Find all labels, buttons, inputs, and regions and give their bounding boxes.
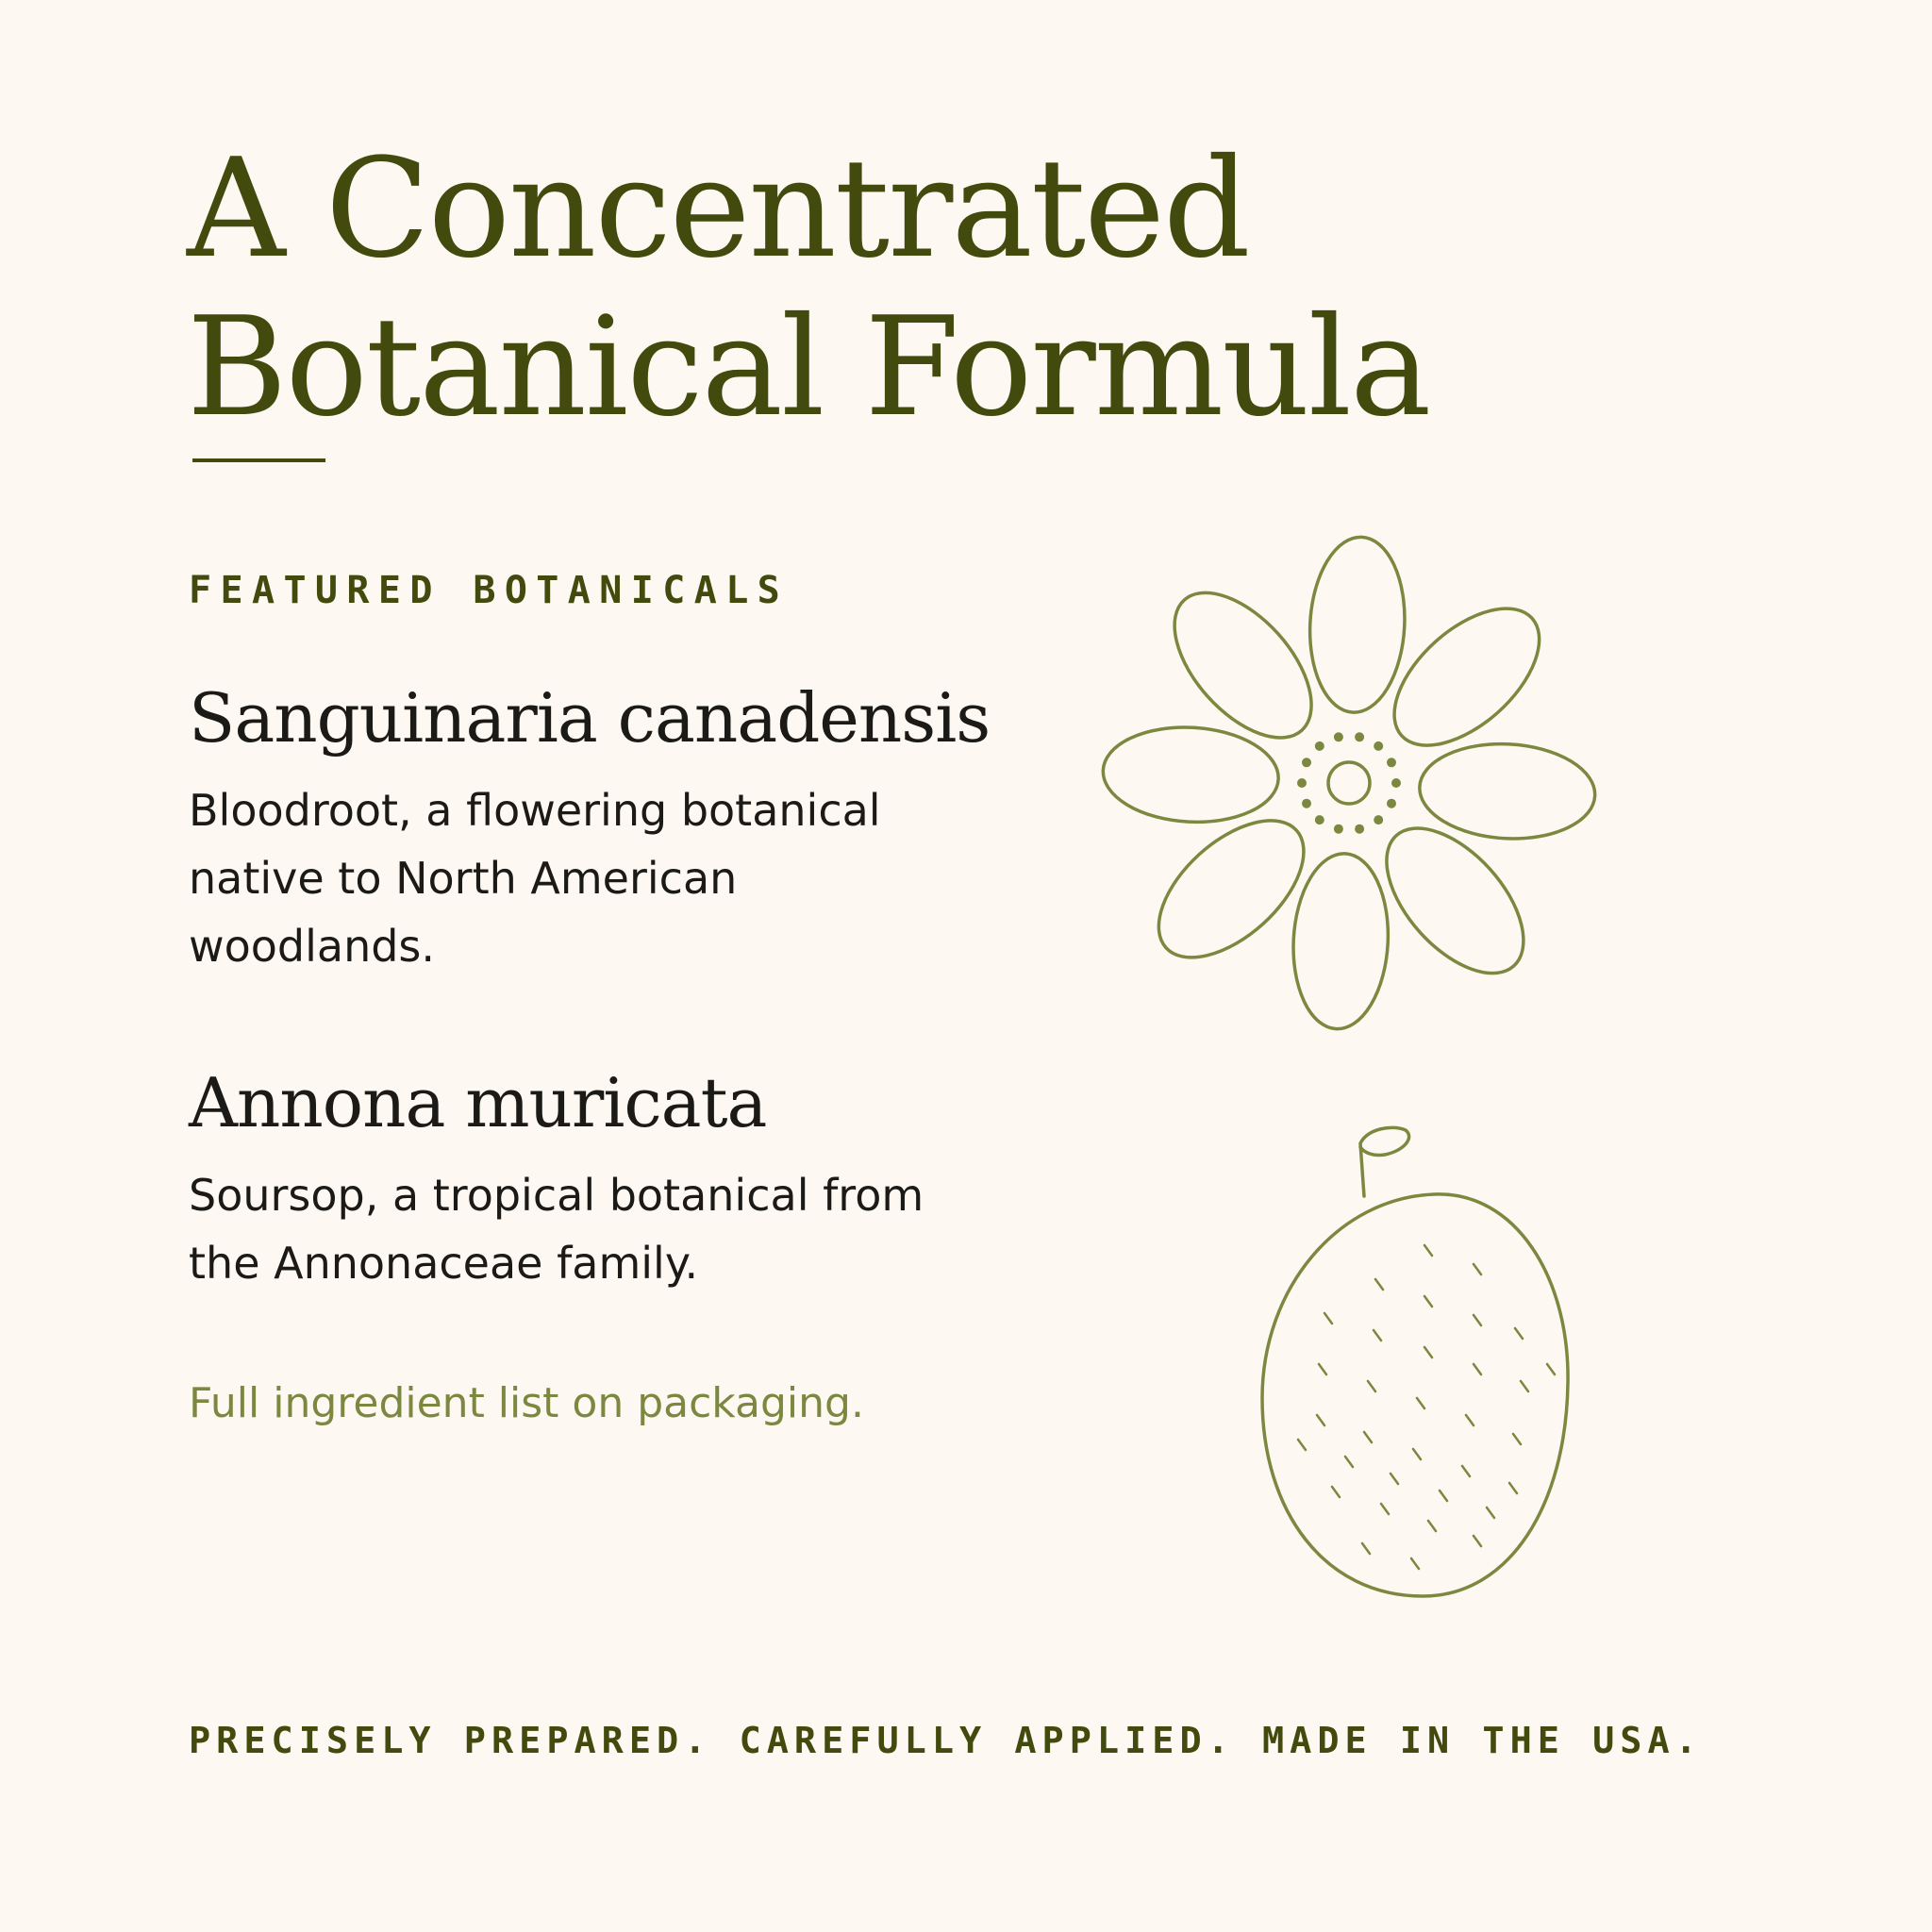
fruit-texture-mark (1428, 1521, 1436, 1531)
fruit-texture-mark (1474, 1315, 1481, 1325)
fruit-texture-mark (1474, 1536, 1481, 1546)
fruit-texture-mark (1466, 1415, 1474, 1425)
flower-petal (1135, 795, 1328, 983)
fruit-texture-mark (1474, 1264, 1481, 1274)
flower-pollen-dot (1334, 824, 1343, 834)
ingredient-note: Full ingredient list on packaging. (189, 1379, 864, 1427)
flower-petal (1417, 740, 1597, 843)
fruit-stem-icon (1360, 1127, 1409, 1196)
flower-petal (1289, 851, 1392, 1031)
description-line: Soursop, a tropical botanical from (189, 1170, 924, 1221)
fruit-texture-mark (1368, 1381, 1375, 1391)
fruit-texture-mark (1462, 1466, 1470, 1476)
fruit-texture-mark (1364, 1432, 1372, 1442)
fruit-texture-mark (1319, 1364, 1326, 1374)
flower-petal (1306, 535, 1409, 715)
fruit-body (1262, 1194, 1568, 1596)
fruit-texture-mark (1417, 1398, 1424, 1408)
fruit-texture-mark (1375, 1279, 1383, 1290)
fruit-texture-mark (1332, 1487, 1340, 1497)
botanical-name-sanguinaria: Sanguinaria canadensis (189, 678, 991, 758)
flower-petal (1370, 583, 1563, 771)
fruit-texture-mark (1487, 1507, 1494, 1518)
fruit-texture-mark (1298, 1440, 1306, 1450)
title-line-1: A Concentrated (187, 129, 1249, 289)
fruit-texture-mark (1424, 1347, 1432, 1357)
flower-petal (1361, 804, 1549, 997)
fruit-texture-mark (1362, 1543, 1370, 1554)
description-line: native to North American (189, 853, 738, 904)
fruit-texture-mark (1424, 1245, 1432, 1256)
flower-pollen-dot (1315, 815, 1324, 824)
fruit-texture-mark (1413, 1449, 1421, 1459)
flower-petal (1101, 723, 1281, 826)
fruit-texture-mark (1324, 1313, 1332, 1324)
flower-pollen-dot (1391, 778, 1401, 788)
description-line: the Annonaceae family. (189, 1238, 699, 1289)
footer-tagline: PRECISELY PREPARED. CAREFULLY APPLIED. MADE IN THE USA. (189, 1720, 1703, 1762)
flower-pollen-dot (1374, 815, 1383, 824)
title-line-2: Botanical Formula (187, 288, 1430, 447)
flower-pollen-dot (1302, 758, 1311, 767)
featured-botanicals-heading: FEATURED BOTANICALS (189, 569, 790, 612)
fruit-texture-mark (1513, 1434, 1521, 1444)
fruit-texture-mark (1509, 1483, 1517, 1493)
flower-pollen-dot (1387, 799, 1396, 808)
flower-pollen-dot (1297, 778, 1307, 788)
flower-pollen-dot (1387, 758, 1396, 767)
flower-pollen-dot (1315, 741, 1324, 751)
flower-pollen-dot (1374, 741, 1383, 751)
fruit-texture-mark (1474, 1364, 1481, 1374)
flower-petal (1149, 569, 1337, 762)
fruit-texture-mark (1547, 1364, 1555, 1374)
flower-pollen-dot (1334, 732, 1343, 741)
flower-center-icon (1328, 762, 1370, 804)
description-line: Bloodroot, a flowering botanical (189, 785, 881, 836)
flower-pollen-dot (1302, 799, 1311, 808)
fruit-texture-mark (1391, 1474, 1398, 1484)
soursop-fruit-illustration (1262, 1127, 1568, 1596)
fruit-texture-mark (1381, 1504, 1389, 1514)
flower-pollen-dot (1355, 732, 1364, 741)
fruit-texture-mark (1424, 1296, 1432, 1307)
description-line: woodlands. (189, 921, 436, 972)
fruit-texture-mark (1521, 1381, 1528, 1391)
fruit-texture-mark (1317, 1415, 1324, 1425)
fruit-texture-mark (1440, 1491, 1447, 1501)
botanical-name-annona: Annona muricata (189, 1063, 767, 1142)
flower-pollen-dot (1355, 824, 1364, 834)
flower-illustration (1101, 535, 1598, 1032)
fruit-texture-mark (1515, 1328, 1523, 1339)
fruit-texture-mark (1345, 1457, 1353, 1467)
fruit-texture-mark (1374, 1330, 1381, 1341)
fruit-texture-mark (1411, 1558, 1419, 1569)
